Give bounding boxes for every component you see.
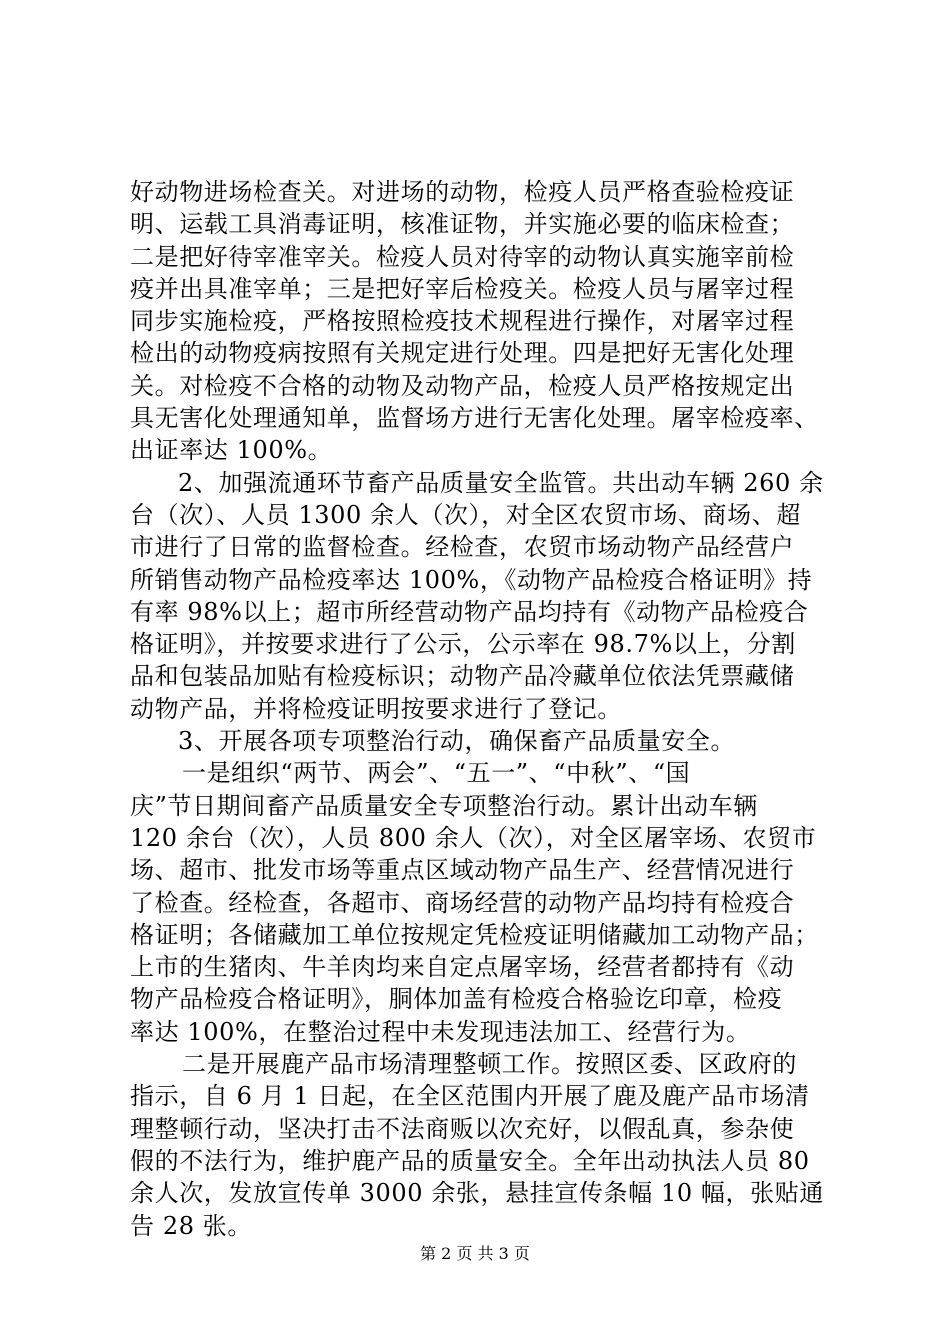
text-line-16: 品和包装品加贴有检疫标识；动物产品冷藏单位依法凭票藏储 bbox=[130, 662, 795, 691]
text-line-31: 假的不法行为，维护鹿产品的质量安全。全年出动执法人员 80 bbox=[130, 1146, 810, 1175]
text-line-12: 市进行了日常的监督检查。经检查，农贸市场动物产品经营户 bbox=[130, 533, 795, 562]
text-line-1: 好动物进场检查关。对进场的动物，检疫人员严格查验检疫证 bbox=[130, 178, 795, 206]
text-line-13: 所销售动物产品检疫率达 100%，《动物产品检疫合格证明》持 bbox=[130, 565, 813, 594]
text-line-9: 出证率达 100%。 bbox=[130, 436, 333, 465]
text-line-5: 同步实施检疫，严格按照检疫技术规程进行操作，对屠宰过程 bbox=[130, 307, 795, 336]
document-body bbox=[130, 176, 830, 1242]
text-line-27: 率达 100%，在整治过程中未发现违法加工、经营行为。 bbox=[130, 1017, 751, 1046]
text-line-24: 格证明；各储藏加工单位按规定凭检疫证明储藏加工动物产品； bbox=[130, 920, 819, 949]
text-line-30: 理整顿行动，坚决打击不法商贩以次充好，以假乱真，参杂使 bbox=[130, 1114, 795, 1143]
text-line-26: 物产品检疫合格证明》，胴体加盖有检疫合格验讫印章，检疫 bbox=[130, 985, 783, 1014]
paragraph-3-heading: 3、开展各项专项整治行动，确保畜产品质量安全。 bbox=[178, 727, 736, 756]
paragraph-5-line-1: 二是开展鹿产品市场清理整顿工作。按照区委、区政府的 bbox=[182, 1050, 797, 1079]
text-line-2: 明、运载工具消毒证明，核准证物，并实施必要的临床检查； bbox=[130, 210, 795, 239]
text-line-3: 二是把好待宰准宰关。检疫人员对待宰的动物认真实施宰前检 bbox=[130, 242, 795, 271]
text-line-7: 关。对检疫不合格的动物及动物产品，检疫人员严格按规定出 bbox=[130, 371, 795, 400]
text-line-33: 告 28 张。 bbox=[130, 1211, 252, 1240]
text-line-14: 有率 98%以上；超市所经营动物产品均持有《动物产品检疫合 bbox=[130, 597, 809, 626]
text-line-20: 庆”节日期间畜产品质量安全专项整治行动。累计出动车辆 bbox=[130, 791, 758, 820]
text-line-22: 场、超市、批发市场等重点区域动物产品生产、经营情况进行 bbox=[130, 856, 795, 885]
text-line-6: 检出的动物疫病按照有关规定进行处理。四是把好无害化处理 bbox=[130, 339, 795, 368]
text-line-11: 台（次）、人员 1300 余人（次），对全区农贸市场、商场、超 bbox=[130, 500, 801, 529]
text-line-21: 120 余台（次），人员 800 余人（次），对全区屠宰场、农贸市 bbox=[130, 823, 817, 852]
paragraph-4-line-1: 一是组织“两节、两会”、“五一”、“中秋”、“国 bbox=[182, 759, 691, 788]
text-line-4: 疫并出具准宰单；三是把好宰后检疫关。检疫人员与屠宰过程 bbox=[130, 274, 795, 303]
text-line-8: 具无害化处理通知单，监督场方进行无害化处理。屠宰检疫率、 bbox=[130, 404, 819, 433]
text-line-17: 动物产品，并将检疫证明按要求进行了登记。 bbox=[130, 694, 622, 723]
text-line-15: 格证明》，并按要求进行了公示，公示率在 98.7%以上，分割 bbox=[130, 630, 796, 659]
text-line-25: 上市的生猪肉、牛羊肉均来自定点屠宰场，经营者都持有《动 bbox=[130, 953, 795, 982]
page-number-footer: 第 2 页 共 3 页 bbox=[420, 1244, 530, 1263]
text-line-32: 余人次，发放宣传单 3000 余张，悬挂宣传条幅 10 幅，张贴通 bbox=[130, 1179, 824, 1208]
text-line-23: 了检查。经检查，各超市、商场经营的动物产品均持有检疫合 bbox=[130, 888, 795, 917]
text-line-29: 指示，自 6 月 1 日起，在全区范围内开展了鹿及鹿产品市场清 bbox=[130, 1082, 810, 1111]
paragraph-2-line-1: 2、加强流通环节畜产品质量安全监管。共出动车辆 260 余 bbox=[178, 468, 824, 497]
